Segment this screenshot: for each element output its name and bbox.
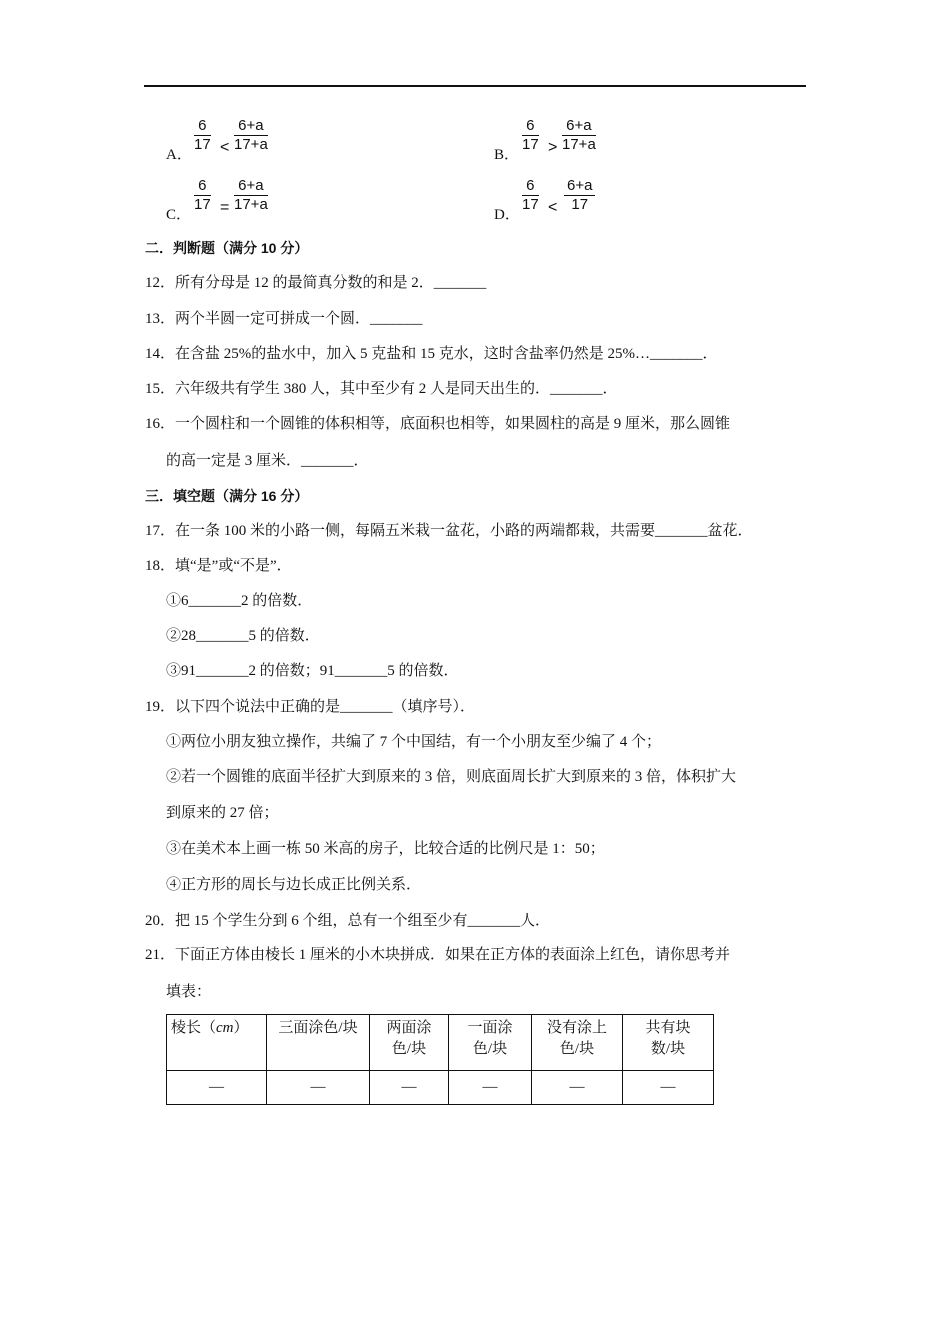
question-17: 17．在一条 100 米的小路一侧，每隔五米栽一盆花，小路的两端都栽，共需要_______盆花． (145, 523, 753, 539)
option-d-label: D． (494, 207, 520, 223)
option-b-label: B． (494, 147, 520, 163)
numerator: 6 (194, 177, 211, 196)
question-21-line1: 21．下面正方体由棱长 1 厘米的小木块拼成．如果在正方体的表面涂上红色，请你思考并 (145, 947, 731, 963)
question-19: 19．以下四个说法中正确的是_______（填序号）． (145, 699, 476, 715)
denominator: 17+a (234, 136, 268, 153)
section-heading-fill-in: 三．填空题（满分 16 分） (145, 488, 309, 504)
table-cell: — (449, 1071, 532, 1105)
question-16-line2: 的高一定是 3 厘米．_______． (166, 453, 369, 469)
option-d-fraction-right (564, 177, 595, 214)
relation-sign: > (548, 139, 558, 156)
numerator: 6+a (562, 117, 596, 136)
option-d-fraction-left (522, 177, 539, 214)
relation-sign: = (220, 199, 230, 216)
cube-paint-table (166, 1014, 714, 1105)
numerator: 6 (522, 117, 539, 136)
denominator: 17 (522, 136, 539, 153)
section-heading-judgement: 二．判断题（满分 10 分） (145, 240, 309, 256)
question-21-line2: 填表： (166, 984, 212, 1000)
question-12: 12．所有分母是 12 的最简真分数的和是 2．_______ (145, 275, 487, 291)
denominator: 17+a (234, 196, 268, 213)
header-text: 色/块 (472, 1041, 508, 1057)
header-text: 数/块 (650, 1041, 686, 1057)
denominator: 17 (571, 196, 589, 213)
header-text: 色/块 (391, 1041, 427, 1057)
table-header-row (167, 1015, 714, 1071)
relation-sign: < (220, 139, 230, 156)
table-cell: — (532, 1071, 623, 1105)
header-text: 色/块 (559, 1041, 595, 1057)
relation-sign: < (548, 199, 558, 216)
header-edge-length (167, 1015, 267, 1071)
denominator: 17 (522, 196, 539, 213)
question-18: 18．填“是”或“不是”． (145, 558, 292, 574)
header-three-faces: 三面涂色/块 (267, 1015, 370, 1071)
question-13: 13．两个半圆一定可拼成一个圆．_______ (145, 311, 423, 327)
option-a-label: A． (166, 147, 192, 163)
option-b-fraction-left (522, 117, 539, 154)
header-text: 没有涂上 (546, 1020, 607, 1036)
question-20: 20．把 15 个学生分到 6 个组，总有一个组至少有_______人． (145, 913, 551, 929)
unit-text: cm (216, 1020, 234, 1036)
question-18-item-3: ③91_______2 的倍数；91_______5 的倍数． (166, 663, 459, 679)
table-cell: — (167, 1071, 267, 1105)
numerator: 6+a (234, 117, 268, 136)
header-text: 共有块 (645, 1020, 691, 1036)
question-16-line1: 16．一个圆柱和一个圆锥的体积相等，底面积也相等，如果圆柱的高是 9 厘米，那么圆锥 (145, 416, 731, 432)
header-total (623, 1015, 714, 1071)
question-18-item-2: ②28_______5 的倍数． (166, 628, 320, 644)
question-19-statement-4: ④正方形的周长与边长成正比例关系． (166, 877, 422, 893)
question-14: 14．在含盐 25%的盐水中，加入 5 克盐和 15 克水，这时含盐率仍然是 25%…_______． (145, 346, 718, 362)
question-19-statement-2-line1: ②若一个圆锥的底面半径扩大到原来的 3 倍，则底面周长扩大到原来的 3 倍，体积扩大 (166, 769, 737, 785)
table-cell: — (623, 1071, 714, 1105)
option-c-fraction-left (194, 177, 211, 214)
denominator: 17 (194, 136, 211, 153)
option-c-label: C． (166, 207, 192, 223)
question-19-statement-3: ③在美术本上画一栋 50 米高的房子，比较合适的比例尺是 1：50； (166, 841, 605, 857)
question-18-item-1: ①6_______2 的倍数． (166, 593, 313, 609)
table-cell: — (267, 1071, 370, 1105)
numerator: 6+a (564, 177, 595, 196)
numerator: 6 (194, 117, 211, 136)
header-text: 两面涂 (386, 1020, 432, 1036)
question-15: 15．六年级共有学生 380 人，其中至少有 2 人是同天出生的．_______． (145, 381, 618, 397)
numerator: 6 (522, 177, 539, 196)
option-c-fraction-right (234, 177, 268, 214)
header-two-faces (370, 1015, 449, 1071)
header-rule (144, 85, 806, 87)
numerator: 6+a (234, 177, 268, 196)
header-no-face (532, 1015, 623, 1071)
header-text: 一面涂 (467, 1020, 513, 1036)
option-b-fraction-right (562, 117, 596, 154)
option-a-fraction-left (194, 117, 211, 154)
header-one-face (449, 1015, 532, 1071)
option-a-fraction-right (234, 117, 268, 154)
question-19-statement-1: ①两位小朋友独立操作，共编了 7 个中国结，有一个小朋友至少编了 4 个； (166, 734, 662, 750)
header-text: ） (233, 1020, 249, 1036)
denominator: 17+a (562, 136, 596, 153)
header-text: 棱长（ (171, 1020, 217, 1036)
question-19-statement-2-line2: 到原来的 27 倍； (166, 805, 279, 821)
table-cell: — (370, 1071, 449, 1105)
table-row (167, 1071, 714, 1105)
denominator: 17 (194, 196, 211, 213)
